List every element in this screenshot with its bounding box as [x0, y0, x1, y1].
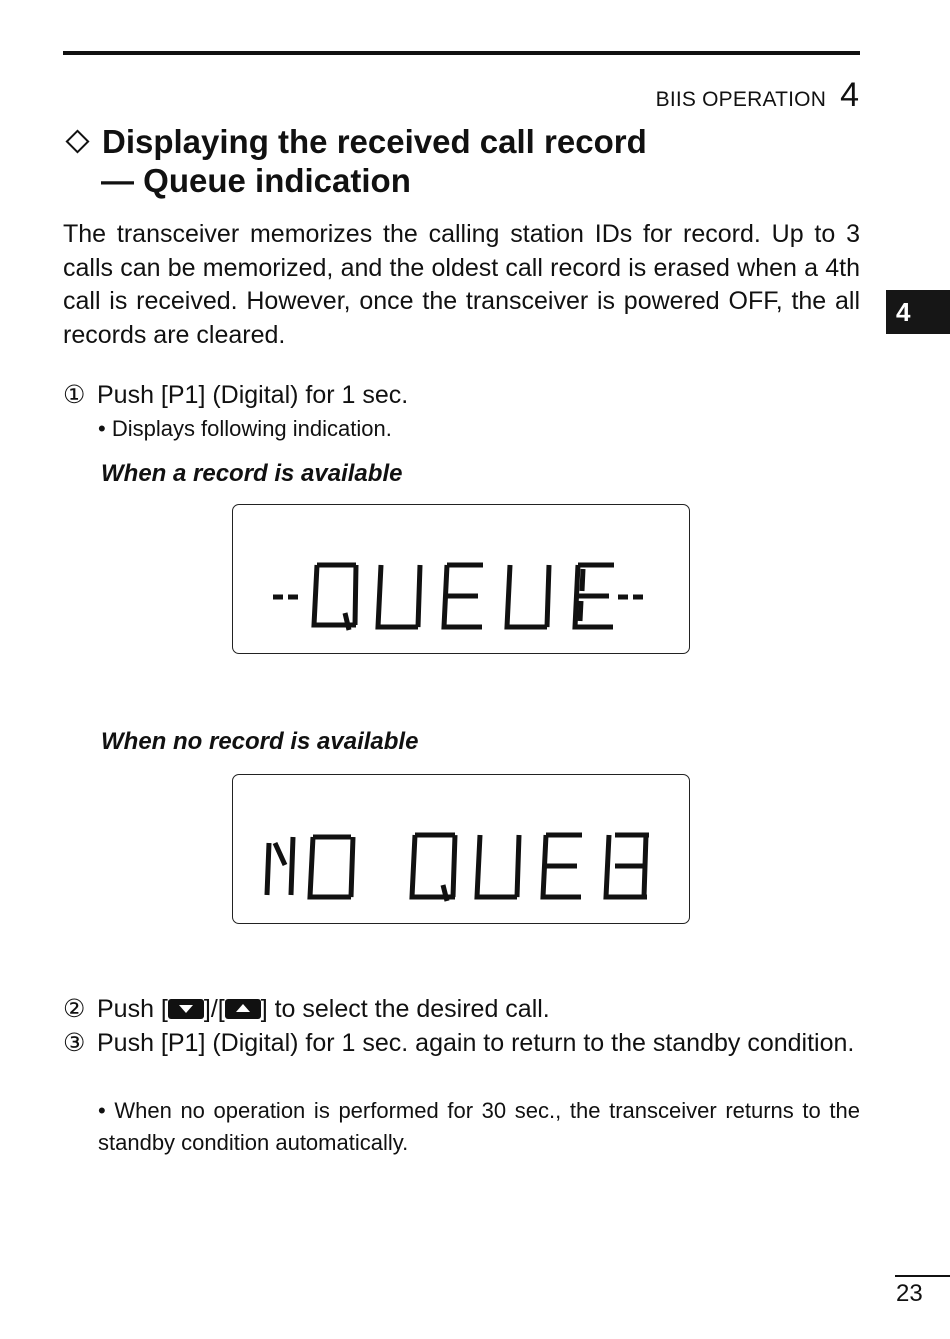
page-number: 23	[896, 1280, 923, 1307]
section-label: BIIS OPERATION	[655, 88, 827, 111]
caption-record-available: When a record is available	[101, 460, 403, 487]
title-line-2: — Queue indication	[101, 162, 411, 199]
chapter-number: 4	[840, 76, 859, 114]
step-1	[63, 379, 408, 413]
down-key-icon	[168, 999, 204, 1019]
chapter-header	[656, 76, 859, 115]
chapter-tab: 4	[886, 290, 950, 334]
step-text: Push [P1] (Digital) for 1 sec. again to return to the standby condition.	[97, 1029, 855, 1057]
step-3-bullet: • When no operation is performed for 30 sec., the transceiver returns to the standby condition automatically.	[98, 1098, 860, 1155]
title-line-1: Displaying the received call record	[102, 123, 647, 160]
lcd-segments-queue	[233, 505, 691, 655]
step-number: ①	[63, 381, 86, 409]
step-number: ③	[63, 1029, 86, 1057]
step-3	[63, 1027, 860, 1061]
caption-no-record: When no record is available	[101, 728, 419, 755]
lcd-display-queue	[232, 504, 690, 654]
top-rule	[63, 51, 860, 55]
page-number-rule	[895, 1275, 950, 1277]
step-1-bullet: • Displays following indication.	[98, 416, 392, 441]
step-2	[63, 993, 550, 1027]
intro-paragraph: The transceiver memorizes the calling station IDs for record. Up to 3 calls can be memorized, and the oldest call record is erased when a 4th call is received. However, once the transceiver is powered OFF, the all records are cleared.	[63, 220, 860, 349]
step-text-before: Push [	[97, 995, 168, 1023]
lcd-segments-no-queue	[233, 775, 691, 925]
step-number: ②	[63, 995, 86, 1023]
step-text-after: ] to select the desired call.	[260, 995, 550, 1023]
step-text-middle: ]/[	[203, 995, 225, 1023]
up-key-icon	[225, 999, 261, 1019]
diamond-icon	[65, 129, 89, 153]
lcd-display-no-queue	[232, 774, 690, 924]
section-title	[63, 122, 647, 200]
step-text: Push [P1] (Digital) for 1 sec.	[97, 381, 409, 409]
